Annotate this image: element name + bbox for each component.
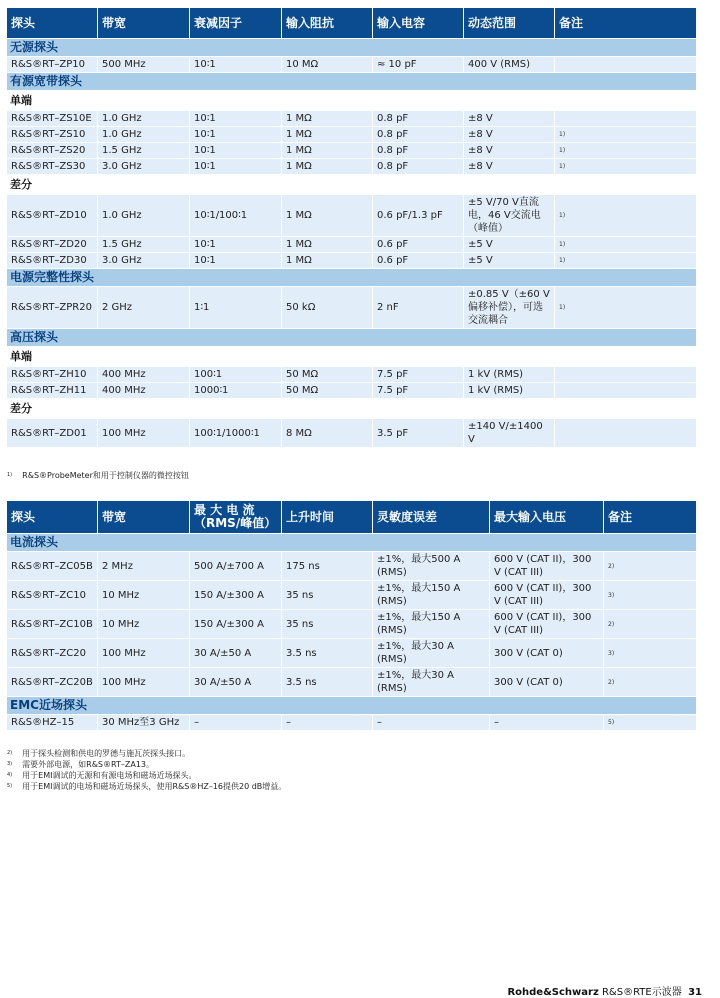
footnote-ref: 2) xyxy=(604,552,696,581)
table-cell: R&S®RT–ZH11 xyxy=(7,383,98,399)
table-cell: 1∶1 xyxy=(190,287,282,329)
footnote-mark: 1) xyxy=(7,472,13,478)
probe-spec-table xyxy=(7,8,696,448)
footnote-ref: 1) xyxy=(555,159,696,175)
table-cell: 50 kΩ xyxy=(282,287,373,329)
footnote xyxy=(7,770,286,781)
table-cell: R&S®RT–ZD10 xyxy=(7,195,98,237)
section-title-row xyxy=(7,73,696,91)
table-cell: 150 A/±300 A xyxy=(190,610,282,639)
section-title: 无源探头 xyxy=(7,39,696,57)
column-header: 输入阻抗 xyxy=(282,8,373,39)
table-cell: 10 MHz xyxy=(98,610,190,639)
table-cell: 100∶1/1000∶1 xyxy=(190,419,282,448)
table-cell: 500 MHz xyxy=(98,57,190,73)
section-title-row xyxy=(7,697,696,715)
table-cell: R&S®RT–ZS10 xyxy=(7,127,98,143)
footnote-ref: 2) xyxy=(604,668,696,697)
table-row xyxy=(7,419,696,448)
table-cell: 1.0 GHz xyxy=(98,111,190,127)
table-cell: 1 MΩ xyxy=(282,237,373,253)
table-cell: 300 V (CAT 0) xyxy=(490,668,604,697)
table-cell: ±1%，最大150 A (RMS) xyxy=(373,610,490,639)
footnote-ref: 1) xyxy=(555,143,696,159)
footnote-mark: 2) xyxy=(7,750,13,756)
table-cell: 10∶1 xyxy=(190,143,282,159)
table-cell: R&S®RT–ZC10B xyxy=(7,610,98,639)
table-cell: 7.5 pF xyxy=(373,367,464,383)
table-cell: 400 MHz xyxy=(98,383,190,399)
table-cell: – xyxy=(190,715,282,731)
table-cell: – xyxy=(373,715,490,731)
table-cell: R&S®RT–ZH10 xyxy=(7,367,98,383)
footnote-ref xyxy=(555,419,696,448)
column-header: 备注 xyxy=(555,8,696,39)
column-header: 带宽 xyxy=(98,501,190,534)
section-title: 电流探头 xyxy=(7,534,696,552)
table-cell: R&S®RT–ZP10 xyxy=(7,57,98,73)
table-cell: 600 V (CAT II)，300 V (CAT III) xyxy=(490,610,604,639)
table-cell: 3.0 GHz xyxy=(98,159,190,175)
table-cell: R&S®RT–ZD20 xyxy=(7,237,98,253)
table-cell: R&S®RT–ZC10 xyxy=(7,581,98,610)
footnote xyxy=(7,748,286,759)
table-cell: R&S®RT–ZD30 xyxy=(7,253,98,269)
column-header: 输入电容 xyxy=(373,8,464,39)
footnote-ref: 2) xyxy=(604,610,696,639)
footnote-text: 用于EMI调试的无源和有源电场和磁场近场探头。 xyxy=(22,771,197,780)
table-cell: – xyxy=(490,715,604,731)
table-cell: 50 MΩ xyxy=(282,367,373,383)
footnote-ref: 3) xyxy=(604,639,696,668)
table-cell: ±5 V xyxy=(464,237,555,253)
footnote-ref: 1) xyxy=(555,127,696,143)
table-cell: 35 ns xyxy=(282,610,373,639)
table-cell: 7.5 pF xyxy=(373,383,464,399)
table-cell: R&S®RT–ZS20 xyxy=(7,143,98,159)
table-row xyxy=(7,111,696,127)
table-cell: 30 MHz至3 GHz xyxy=(98,715,190,731)
table-cell: 0.6 pF xyxy=(373,237,464,253)
subsection-title: 差分 xyxy=(7,399,696,419)
page-number: 31 xyxy=(688,987,702,998)
table-cell: 100 MHz xyxy=(98,639,190,668)
table-row xyxy=(7,237,696,253)
footnote-ref: 1) xyxy=(555,237,696,253)
footnote xyxy=(7,470,189,481)
table-row xyxy=(7,552,696,581)
table-cell: 500 A/±700 A xyxy=(190,552,282,581)
table-cell: 35 ns xyxy=(282,581,373,610)
subsection-row xyxy=(7,175,696,195)
footnote-ref xyxy=(555,111,696,127)
table-cell: 30 A/±50 A xyxy=(190,668,282,697)
table-row xyxy=(7,195,696,237)
subsection-row xyxy=(7,91,696,111)
section-title-row xyxy=(7,39,696,57)
table-cell: 0.8 pF xyxy=(373,111,464,127)
table-cell: 0.8 pF xyxy=(373,159,464,175)
table-cell: ±1%，最大500 A (RMS) xyxy=(373,552,490,581)
section-title-row xyxy=(7,269,696,287)
table-cell: 10∶1 xyxy=(190,127,282,143)
footnote-text: 用于EMI调试的电场和磁场近场探头，使用R&S®HZ–16提供20 dB增益。 xyxy=(22,782,287,791)
table-cell: 10∶1 xyxy=(190,237,282,253)
table-cell: 100 MHz xyxy=(98,668,190,697)
table-cell: 1.5 GHz xyxy=(98,143,190,159)
footnote-mark: 4) xyxy=(7,772,13,778)
table-cell: ±8 V xyxy=(464,127,555,143)
table-row xyxy=(7,639,696,668)
table-cell: 1 MΩ xyxy=(282,143,373,159)
subsection-row xyxy=(7,347,696,367)
table-cell: 0.6 pF/1.3 pF xyxy=(373,195,464,237)
table-row xyxy=(7,287,696,329)
table-cell: 3.5 ns xyxy=(282,639,373,668)
footnote xyxy=(7,781,286,792)
column-header: 动态范围 xyxy=(464,8,555,39)
table-cell: R&S®RT–ZD01 xyxy=(7,419,98,448)
table-cell: 1 kV (RMS) xyxy=(464,367,555,383)
footnote-ref: 1) xyxy=(555,287,696,329)
table-cell: 0.6 pF xyxy=(373,253,464,269)
column-header: 最大输入电压 xyxy=(490,501,604,534)
table-cell: – xyxy=(282,715,373,731)
table-row xyxy=(7,127,696,143)
footnotes-table2 xyxy=(7,748,286,792)
subsection-row xyxy=(7,399,696,419)
table-cell: 1000∶1 xyxy=(190,383,282,399)
table-cell: 1.0 GHz xyxy=(98,195,190,237)
table-cell: 0.8 pF xyxy=(373,143,464,159)
table-cell: 8 MΩ xyxy=(282,419,373,448)
table-row xyxy=(7,610,696,639)
table-row xyxy=(7,367,696,383)
table-cell: 150 A/±300 A xyxy=(190,581,282,610)
table-cell: 1 MΩ xyxy=(282,253,373,269)
table-cell: 1 MΩ xyxy=(282,111,373,127)
table-cell: 1 kV (RMS) xyxy=(464,383,555,399)
table-row xyxy=(7,668,696,697)
table-cell: 3.5 ns xyxy=(282,668,373,697)
table-cell: R&S®RT–ZPR20 xyxy=(7,287,98,329)
table-cell: R&S®RT–ZC05B xyxy=(7,552,98,581)
table-cell: 2 GHz xyxy=(98,287,190,329)
table-cell: 175 ns xyxy=(282,552,373,581)
table-row xyxy=(7,715,696,731)
footnote-ref: 1) xyxy=(555,195,696,237)
table-cell: 10∶1/100∶1 xyxy=(190,195,282,237)
table-cell: 10∶1 xyxy=(190,159,282,175)
footnote-mark: 5) xyxy=(7,783,13,789)
table-cell: ±1%，最大30 A (RMS) xyxy=(373,639,490,668)
table-cell: ±8 V xyxy=(464,159,555,175)
product-name: R&S®RTE示波器 xyxy=(601,987,682,998)
table-cell: R&S®RT–ZC20 xyxy=(7,639,98,668)
table-header-row xyxy=(7,8,696,39)
table-cell: 50 MΩ xyxy=(282,383,373,399)
section-title: 高压探头 xyxy=(7,329,696,347)
page-footer xyxy=(507,983,702,998)
table-cell: 600 V (CAT II)，300 V (CAT III) xyxy=(490,581,604,610)
section-title-row xyxy=(7,534,696,552)
table-cell: R&S®RT–ZC20B xyxy=(7,668,98,697)
table-cell: 0.8 pF xyxy=(373,127,464,143)
footnote-ref xyxy=(555,57,696,73)
table-row xyxy=(7,143,696,159)
subsection-title: 单端 xyxy=(7,91,696,111)
footnote-ref xyxy=(555,367,696,383)
table-row xyxy=(7,253,696,269)
table-cell: ±0.85 V（±60 V偏移补偿），可选交流耦合 xyxy=(464,287,555,329)
table-cell: 10∶1 xyxy=(190,111,282,127)
table-cell: ±5 V xyxy=(464,253,555,269)
column-header: 探头 xyxy=(7,501,98,534)
table-cell: 2 MHz xyxy=(98,552,190,581)
table-cell: 300 V (CAT 0) xyxy=(490,639,604,668)
subsection-title: 差分 xyxy=(7,175,696,195)
footnote-ref xyxy=(555,383,696,399)
table-cell: 3.5 pF xyxy=(373,419,464,448)
table-cell: ±5 V/70 V直流电，46 V交流电（峰值） xyxy=(464,195,555,237)
table-cell: 2 nF xyxy=(373,287,464,329)
table-cell: ±8 V xyxy=(464,143,555,159)
table-cell: R&S®RT–ZS30 xyxy=(7,159,98,175)
column-header: 灵敏度误差 xyxy=(373,501,490,534)
footnotes-table1 xyxy=(7,470,189,481)
table-cell: 1 MΩ xyxy=(282,127,373,143)
table-cell: 10 MHz xyxy=(98,581,190,610)
table-cell: 1.0 GHz xyxy=(98,127,190,143)
table-cell: 600 V (CAT II)，300 V (CAT III) xyxy=(490,552,604,581)
table-cell: 10∶1 xyxy=(190,253,282,269)
footnote-ref: 3) xyxy=(604,581,696,610)
column-header: 衰减因子 xyxy=(190,8,282,39)
table-cell: ±8 V xyxy=(464,111,555,127)
table-cell: ±1%，最大150 A (RMS) xyxy=(373,581,490,610)
table-cell: 1.5 GHz xyxy=(98,237,190,253)
footnote-ref: 5) xyxy=(604,715,696,731)
table-cell: 3.0 GHz xyxy=(98,253,190,269)
table-cell: R&S®HZ–15 xyxy=(7,715,98,731)
footnote-ref: 1) xyxy=(555,253,696,269)
brand-name: Rohde&Schwarz xyxy=(507,987,599,998)
table-cell: 100∶1 xyxy=(190,367,282,383)
table-header-row xyxy=(7,501,696,534)
table-cell: 400 MHz xyxy=(98,367,190,383)
table-row xyxy=(7,159,696,175)
table-cell: 400 V (RMS) xyxy=(464,57,555,73)
table-cell: 10∶1 xyxy=(190,57,282,73)
table-cell: ±140 V/±1400 V xyxy=(464,419,555,448)
table-cell: ≈ 10 pF xyxy=(373,57,464,73)
table-cell: 1 MΩ xyxy=(282,195,373,237)
column-header: 带宽 xyxy=(98,8,190,39)
section-title-row xyxy=(7,329,696,347)
footnote-text: 需要外部电源，如R&S®RT–ZA13。 xyxy=(22,760,155,769)
column-header: 探头 xyxy=(7,8,98,39)
table-row xyxy=(7,57,696,73)
table-cell: ±1%，最大30 A (RMS) xyxy=(373,668,490,697)
table-cell: 30 A/±50 A xyxy=(190,639,282,668)
table-cell: 10 MΩ xyxy=(282,57,373,73)
table-cell: 1 MΩ xyxy=(282,159,373,175)
footnote xyxy=(7,759,286,770)
column-header: 最 大 电 流（RMS/峰值） xyxy=(190,501,282,534)
table-cell: R&S®RT–ZS10E xyxy=(7,111,98,127)
footnote-text: 用于探头检测和供电的罗德与施瓦茨探头接口。 xyxy=(22,749,191,758)
column-header: 备注 xyxy=(604,501,696,534)
footnote-text: R&S®ProbeMeter和用于控制仪器的微控按钮 xyxy=(22,471,189,480)
subsection-title: 单端 xyxy=(7,347,696,367)
section-title: 有源宽带探头 xyxy=(7,73,696,91)
current-probe-table xyxy=(7,501,696,731)
table-row xyxy=(7,581,696,610)
section-title: 电源完整性探头 xyxy=(7,269,696,287)
table-cell: 100 MHz xyxy=(98,419,190,448)
column-header: 上升时间 xyxy=(282,501,373,534)
table-row xyxy=(7,383,696,399)
section-title: EMC近场探头 xyxy=(7,697,696,715)
footnote-mark: 3) xyxy=(7,761,13,767)
